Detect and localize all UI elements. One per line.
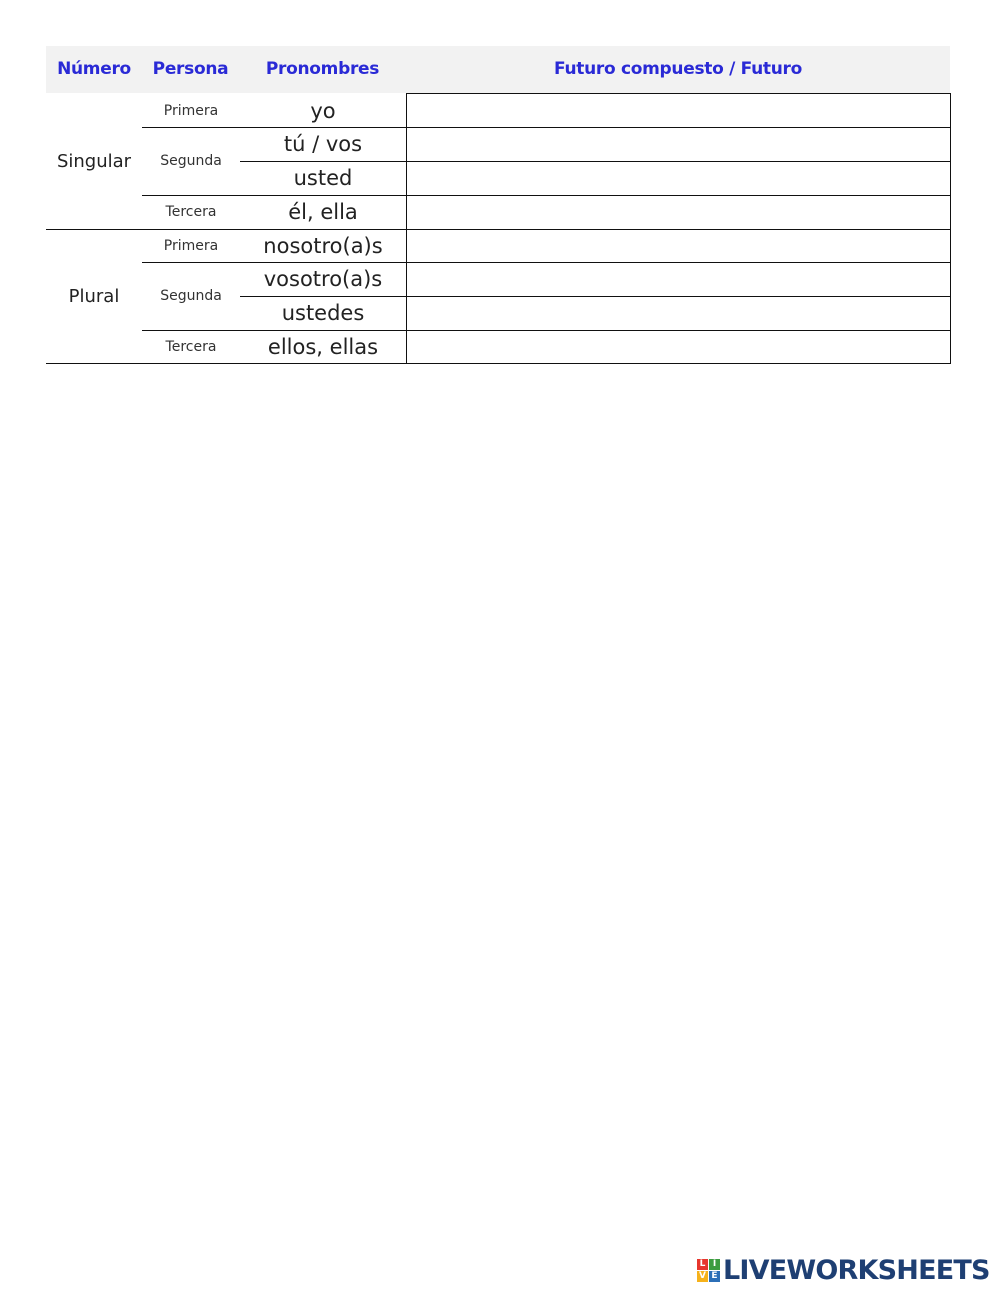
header-tense: Futuro compuesto / Futuro [554, 59, 802, 79]
numero-plural: Plural [68, 285, 120, 307]
table-line [240, 161, 407, 162]
persona-plural-primera: Primera [163, 237, 219, 254]
table-line [142, 127, 407, 128]
pronoun-ustedes: ustedes [281, 301, 365, 325]
table-line [950, 93, 951, 364]
logo-tile: L [697, 1259, 708, 1270]
header-pronombres: Pronombres [265, 59, 380, 79]
pronoun-nosotros: nosotro(a)s [263, 233, 383, 258]
table-line [406, 296, 951, 297]
logo-tile: I [709, 1259, 720, 1270]
pronoun-vosotros: vosotro(a)s [263, 267, 383, 291]
numero-singular: Singular [56, 151, 132, 172]
header-persona: Persona [152, 59, 229, 79]
persona-singular-primera: Primera [163, 102, 219, 119]
header-numero: Número [57, 59, 131, 79]
table-line [406, 93, 407, 364]
answer-field-el-ella[interactable] [407, 196, 950, 229]
table-line [46, 363, 951, 364]
persona-singular-tercera: Tercera [165, 204, 217, 220]
table-line [240, 296, 407, 297]
persona-plural-segunda: Segunda [160, 288, 222, 304]
logo-tile: V [697, 1271, 708, 1282]
logo-mark-icon [697, 1259, 720, 1282]
table-header [46, 46, 950, 93]
pronoun-usted: usted [293, 166, 353, 190]
table-line [406, 93, 951, 94]
logo-text: LIVEWORKSHEETS [723, 1254, 990, 1286]
pronoun-tu-vos: tú / vos [283, 132, 363, 156]
pronoun-ellos-ellas: ellos, ellas [267, 334, 379, 359]
logo-tile: E [709, 1271, 720, 1282]
answer-field-ellos-ellas[interactable] [407, 331, 950, 363]
answer-field-vosotros[interactable] [407, 263, 950, 296]
liveworksheets-logo [697, 1255, 990, 1285]
table-line [142, 262, 951, 263]
table-line [406, 127, 951, 128]
table-line [406, 161, 951, 162]
answer-field-ustedes[interactable] [407, 297, 950, 330]
table-line [142, 195, 951, 196]
pronoun-yo: yo [310, 98, 336, 123]
table-line [46, 229, 951, 230]
answer-field-yo[interactable] [407, 94, 950, 127]
persona-singular-segunda: Segunda [160, 153, 222, 169]
answer-field-usted[interactable] [407, 162, 950, 195]
answer-field-tu-vos[interactable] [407, 128, 950, 161]
pronoun-el-ella: él, ella [288, 200, 358, 224]
table-line [142, 330, 951, 331]
persona-plural-tercera: Tercera [165, 338, 217, 355]
answer-field-nosotros[interactable] [407, 230, 950, 262]
